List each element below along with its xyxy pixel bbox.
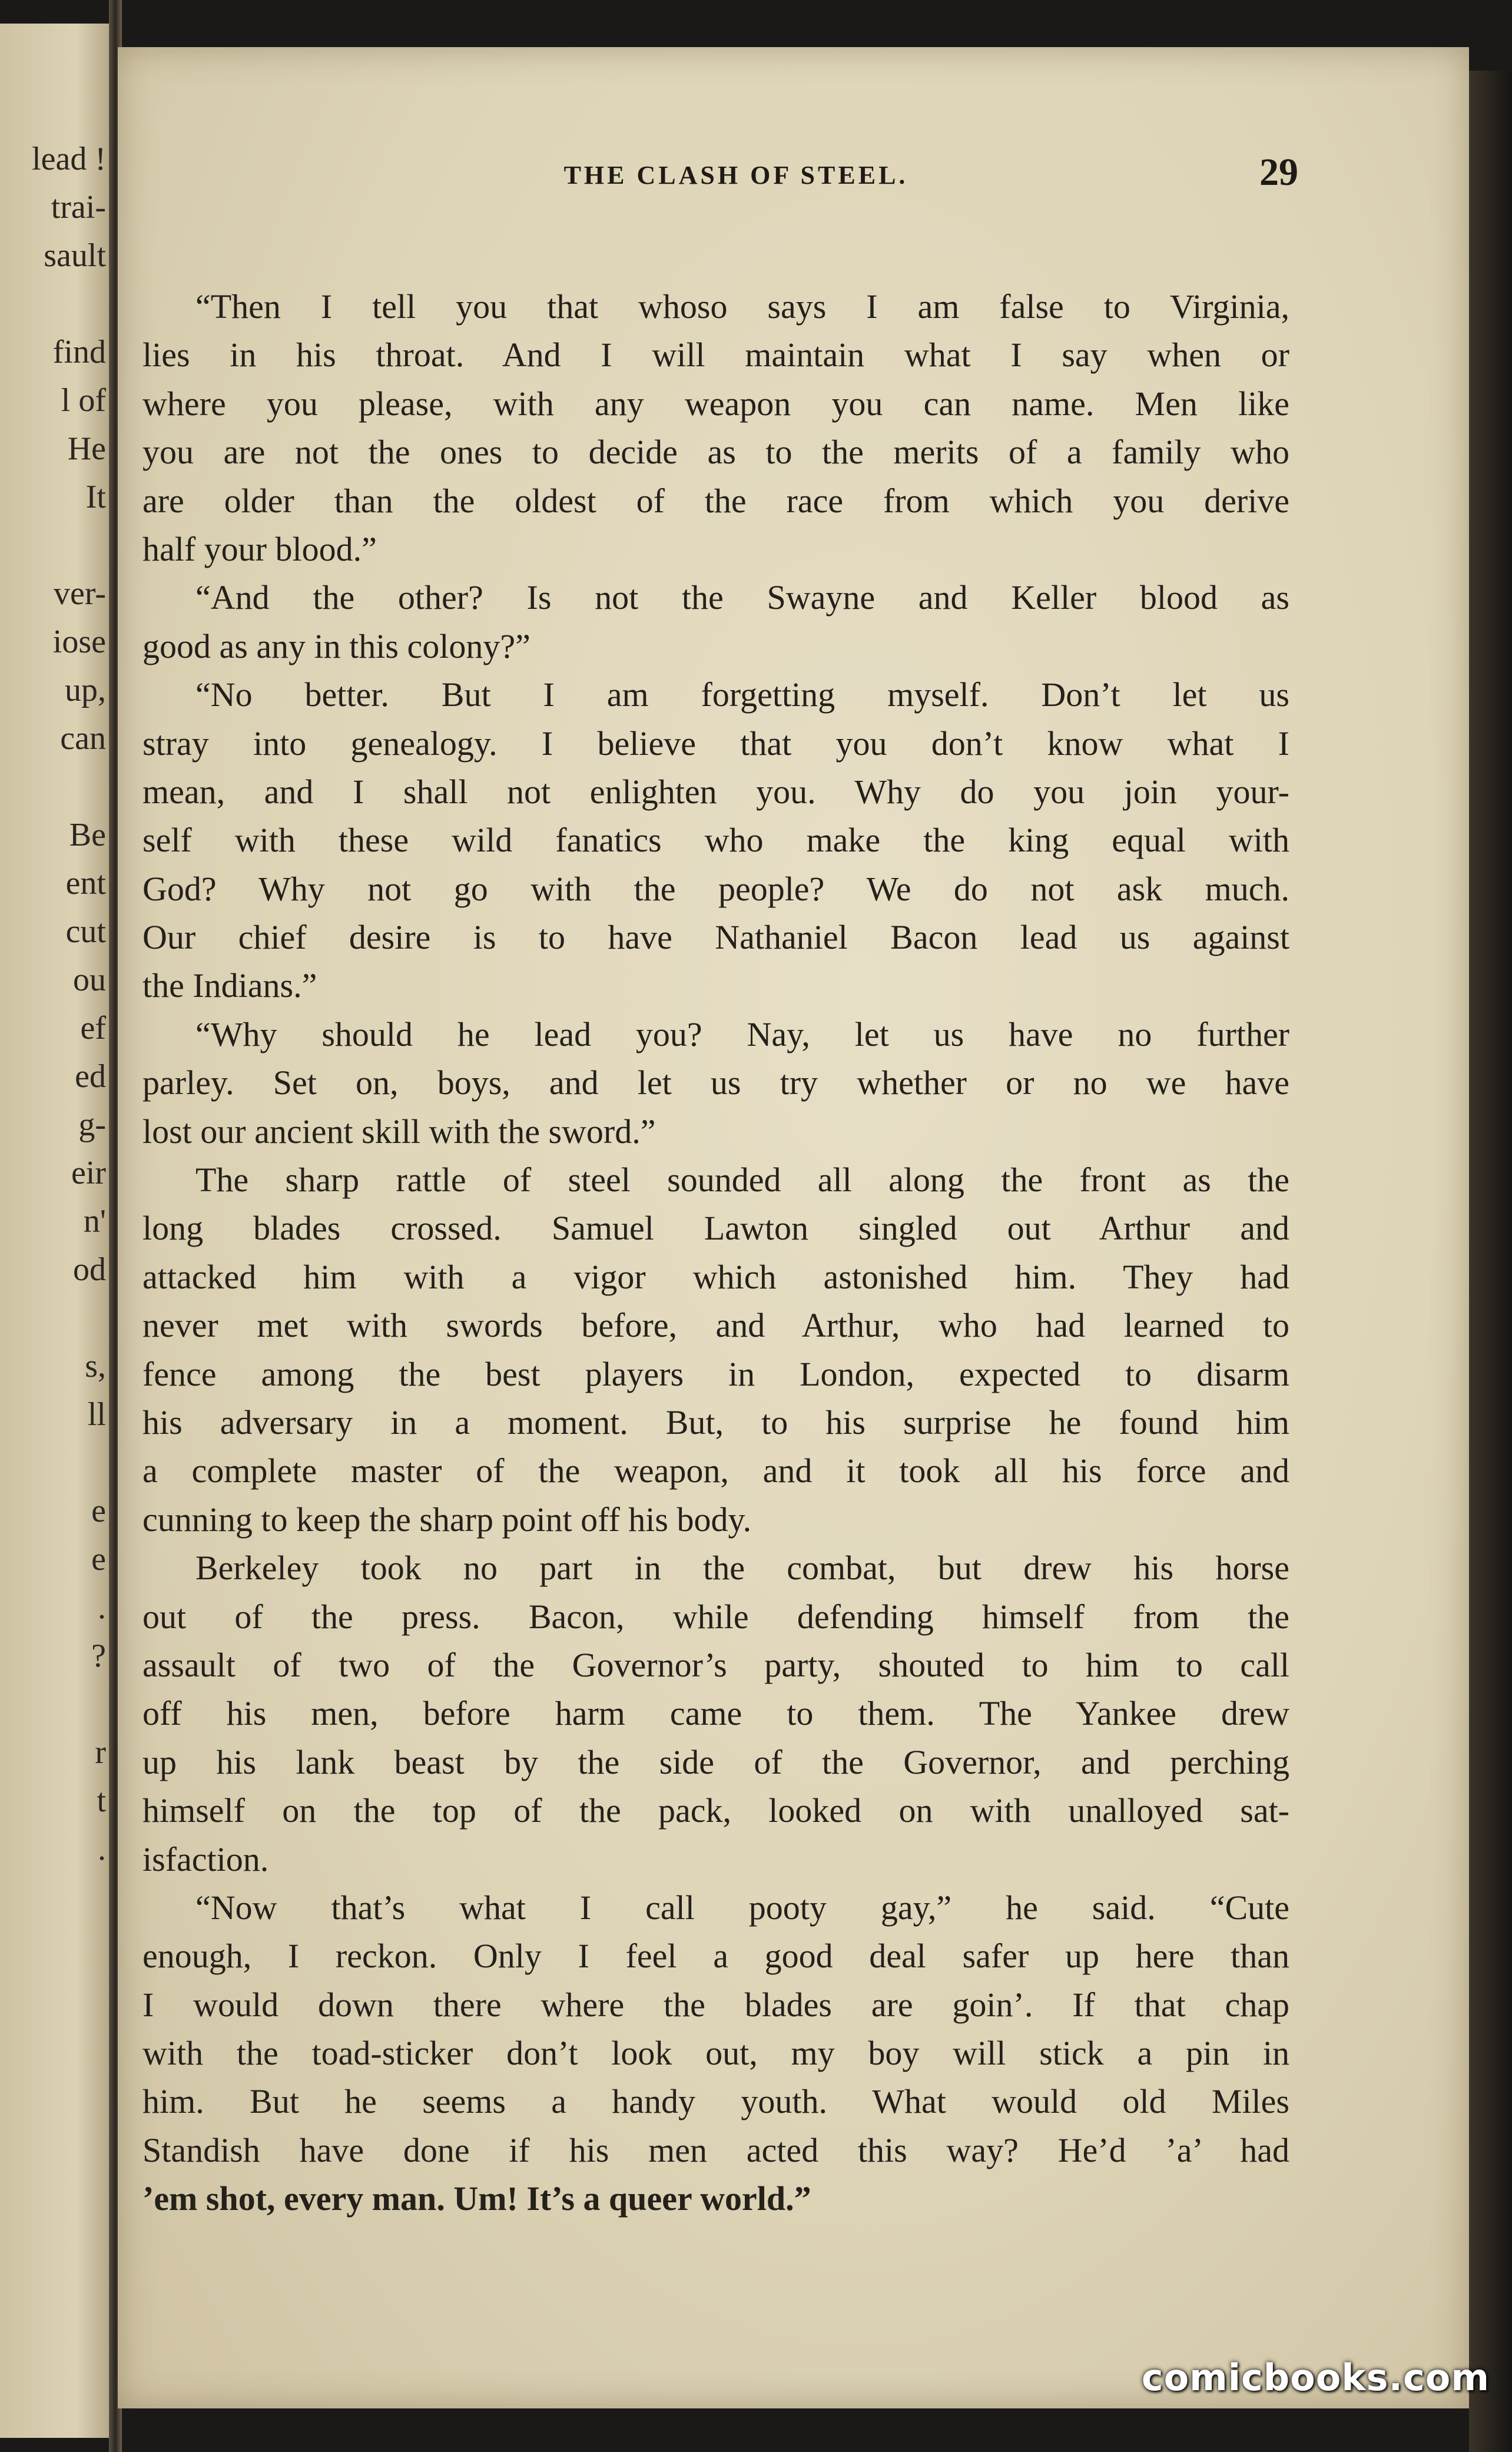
text-line: mean, and I shall not enlighten you. Why do you join your- bbox=[142, 772, 1289, 811]
previous-page-text-fragment: trai- bbox=[51, 189, 106, 226]
previous-page-text-fragment: . bbox=[98, 1831, 106, 1867]
text-line: Standish have done if his men acted this way? He’d ’a’ had bbox=[142, 2130, 1289, 2169]
previous-page-text-fragment: lead ! bbox=[32, 141, 106, 177]
previous-page-text-fragment: e bbox=[91, 1493, 106, 1529]
text-line: The sharp rattle of steel sounded all along the front as the bbox=[195, 1161, 1289, 1200]
text-line: “And the other? Is not the Swayne and Keller blood as bbox=[195, 578, 1289, 617]
body-text bbox=[142, 283, 1289, 2224]
text-line: parley. Set on, boys, and let us try whether or no we have bbox=[142, 1063, 1289, 1102]
previous-page-text-fragment: n' bbox=[83, 1203, 106, 1240]
text-line: good as any in this colony?” bbox=[142, 627, 530, 665]
previous-page-text-fragment: eir bbox=[71, 1155, 106, 1191]
previous-page-text-fragment: iose bbox=[52, 624, 106, 660]
previous-page-fragment bbox=[0, 24, 109, 2438]
text-line: “Why should he lead you? Nay, let us have no further bbox=[195, 1015, 1289, 1053]
text-line: self with these wild fanatics who make the king equal with bbox=[142, 821, 1289, 860]
text-line: enough, I reckon. Only I feel a good deal safer up here than bbox=[142, 1937, 1289, 1976]
text-line: cunning to keep the sharp point off his body. bbox=[142, 1500, 752, 1539]
text-line: Our chief desire is to have Nathaniel Bacon lead us against bbox=[142, 918, 1289, 957]
previous-page-text-fragment: up, bbox=[65, 672, 106, 708]
text-line: lies in his throat. And I will maintain what I say when or bbox=[142, 336, 1289, 375]
text-line: half your blood.” bbox=[142, 529, 377, 568]
text-line: stray into genealogy. I believe that you don’t know what I bbox=[142, 724, 1289, 763]
text-line: attacked him with a vigor which astonished him. They had bbox=[142, 1257, 1289, 1296]
text-line: never met with swords before, and Arthur, who had learned to bbox=[142, 1306, 1289, 1345]
text-line: ’em shot, every man. Um! It’s a queer world.” bbox=[142, 2179, 811, 2218]
text-line: God? Why not go with the people? We do not ask much. bbox=[142, 869, 1289, 908]
previous-page-text-fragment: ent bbox=[65, 865, 106, 902]
previous-page-text-fragment: ef bbox=[80, 1010, 106, 1046]
previous-page-text-fragment: r bbox=[95, 1734, 106, 1771]
previous-page-text-fragment: It bbox=[85, 479, 106, 515]
previous-page-text-fragment: Be bbox=[69, 817, 106, 853]
text-line: “Then I tell you that whoso says I am false to Virginia, bbox=[195, 287, 1289, 326]
running-head: THE CLASH OF STEEL. bbox=[563, 161, 908, 190]
text-line: Berkeley took no part in the combat, but drew his horse bbox=[195, 1549, 1289, 1588]
text-line: long blades crossed. Samuel Lawton singled out Arthur and bbox=[142, 1209, 1289, 1248]
previous-page-text-fragment: l of bbox=[61, 382, 106, 419]
text-line: “No better. But I am forgetting myself. Don’t let us bbox=[195, 675, 1289, 714]
text-line: where you please, with any weapon you can name. Men like bbox=[142, 384, 1289, 423]
previous-page-text-fragment: s, bbox=[85, 1348, 106, 1384]
text-line: I would down there where the blades are goin’. If that chap bbox=[142, 1985, 1289, 2024]
text-line: assault of two of the Governor’s party, shouted to him to call bbox=[142, 1645, 1289, 1684]
previous-page-text-fragment: e bbox=[91, 1541, 106, 1578]
text-line: lost our ancient skill with the sword.” bbox=[142, 1112, 656, 1151]
previous-page-text-fragment: t bbox=[97, 1782, 106, 1819]
previous-page-text-fragment: cut bbox=[65, 913, 106, 950]
text-line: himself on the top of the pack, looked on with unalloyed sat- bbox=[142, 1791, 1289, 1830]
text-line: are older than the oldest of the race from which you derive bbox=[142, 481, 1289, 520]
text-line: fence among the best players in London, expected to disarm bbox=[142, 1354, 1289, 1393]
previous-page-text-fragment: ou bbox=[73, 962, 106, 998]
previous-page-text-fragment: ed bbox=[75, 1058, 106, 1095]
previous-page-text-fragment: He bbox=[67, 430, 106, 467]
previous-page-text-fragment: g- bbox=[78, 1106, 106, 1143]
text-line: the Indians.” bbox=[142, 966, 317, 1005]
previous-page-text-fragment: ll bbox=[87, 1396, 106, 1433]
site-watermark: comicbooks.com bbox=[1141, 2356, 1490, 2399]
previous-page-text-fragment: ver- bbox=[53, 575, 106, 612]
text-line: a complete master of the weapon, and it took all his force and bbox=[142, 1452, 1289, 1490]
text-line: out of the press. Bacon, while defending himself from the bbox=[142, 1597, 1289, 1636]
previous-page-text-fragment: . bbox=[98, 1589, 106, 1626]
previous-page-text-fragment: sault bbox=[44, 237, 106, 274]
text-line: his adversary in a moment. But, to his surprise he found him bbox=[142, 1403, 1289, 1442]
previous-page-text-fragment: od bbox=[73, 1251, 106, 1288]
previous-page-text-fragment: find bbox=[52, 334, 106, 370]
text-line: off his men, before harm came to them. The Yankee drew bbox=[142, 1694, 1289, 1733]
text-line: you are not the ones to decide as to the merits of a family who bbox=[142, 433, 1289, 472]
text-line: isfaction. bbox=[142, 1840, 269, 1878]
text-line: “Now that’s what I call pooty gay,” he said. “Cute bbox=[195, 1888, 1289, 1927]
page-number: 29 bbox=[1259, 151, 1298, 194]
text-line: with the toad-sticker don’t look out, my boy will stick a pin in bbox=[142, 2034, 1289, 2073]
page-edge-shadow bbox=[1469, 71, 1512, 2452]
text-line: up his lank beast by the side of the Governor, and perching bbox=[142, 1742, 1289, 1781]
previous-page-text-fragment: ? bbox=[91, 1638, 106, 1674]
previous-page-text-fragment: can bbox=[60, 720, 106, 757]
text-line: him. But he seems a handy youth. What would old Miles bbox=[142, 2082, 1289, 2121]
